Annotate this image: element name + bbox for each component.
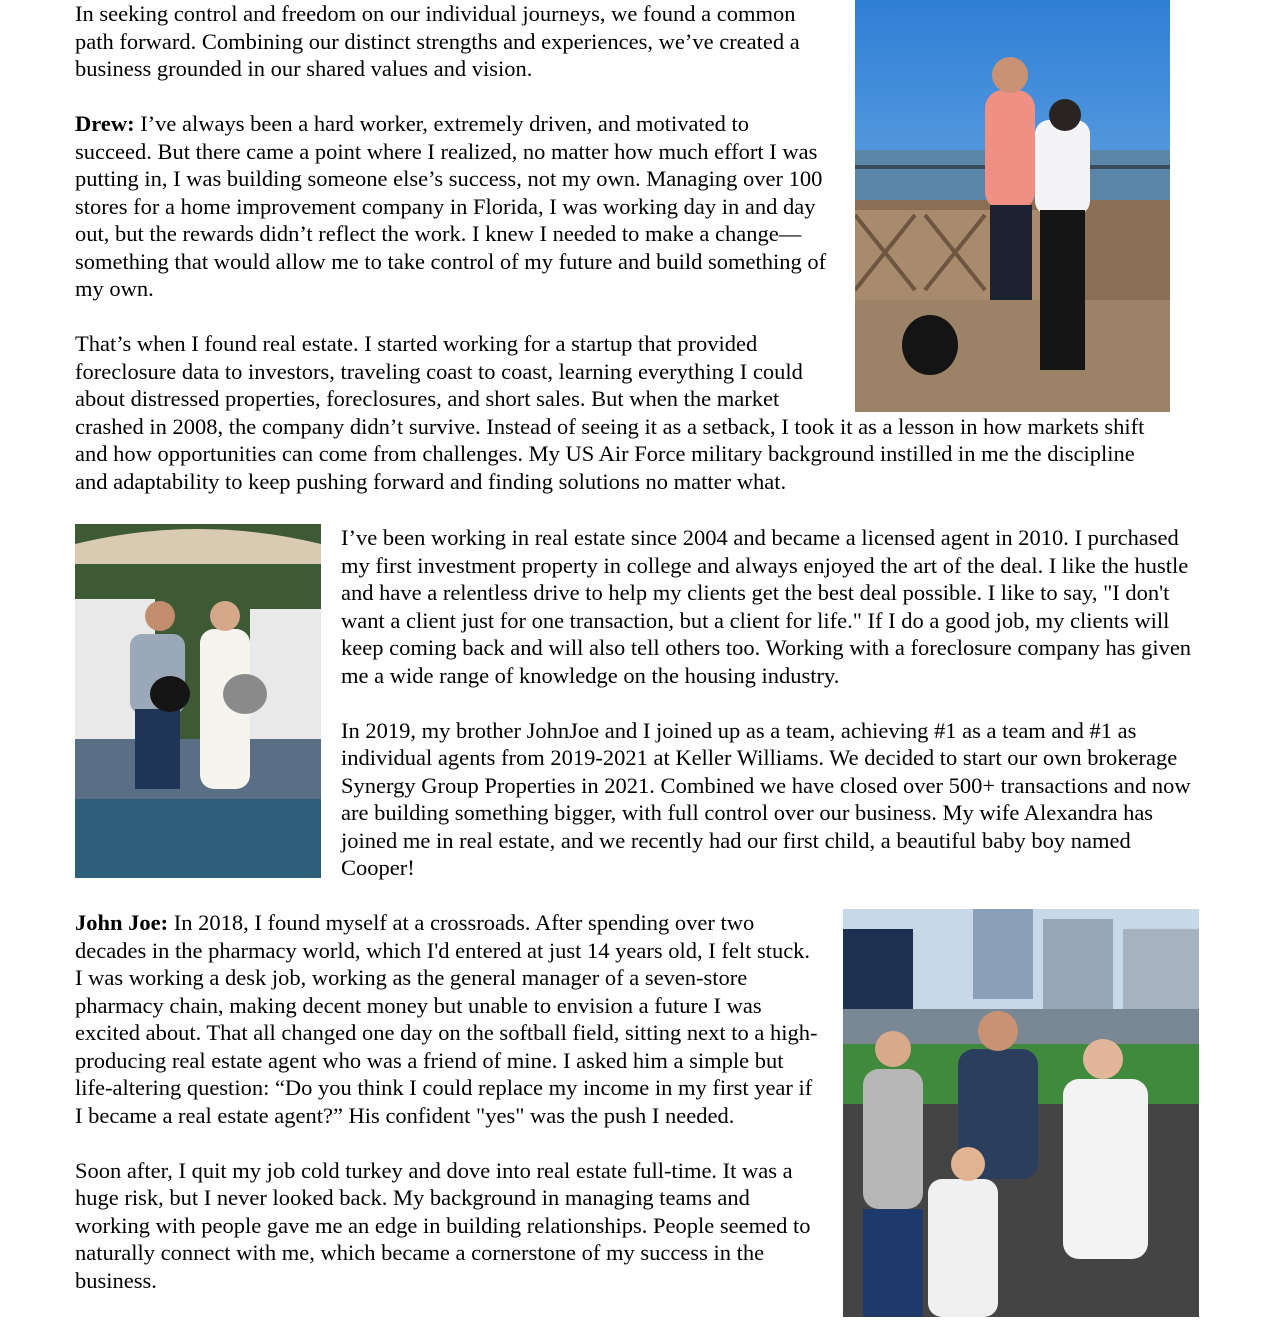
johnjoe-name: John Joe: bbox=[75, 910, 169, 935]
johnjoe-paragraph-1: John Joe: In 2018, I found myself at a crossroads. After spending over two decades in the pharmacy world, which I'd entered at just 14 years old, I felt stuck. I was working a desk job, working as the general manager of a seven-store pharmacy chain, making decent money but unable to envision a future I was excited about. That all changed one day on the softball field, sitting next to a high-producing real estate agent who was a friend of mine. I asked him a simple but life-altering question: “Do you think I could replace my income in my first year if I became a real estate agent?” His confident "yes" was the push I needed. bbox=[75, 910, 818, 1128]
drew-family-photo bbox=[855, 0, 1170, 412]
intro-paragraph: In seeking control and freedom on our individual journeys, we found a common path forward. Combining our distinct strengths and experiences, we’ve created a business grounded in our shared values and vision. bbox=[75, 1, 800, 81]
drew-name: Drew: bbox=[75, 111, 135, 136]
top-section bbox=[75, 0, 1170, 495]
drew-paragraph-1: Drew: I’ve always been a hard worker, extremely driven, and motivated to succeed. But there came a point where I realized, no matter how much effort I was putting in, I was building someone else’s success, not my own. Managing over 100 stores for a home improvement company in Florida, I was working day in and day out, but the rewards didn’t reflect the work. I knew I needed to make a change—something that would allow me to take control of my future and build something of my own. bbox=[75, 111, 827, 301]
johnjoe-paragraph-2: Soon after, I quit my job cold turkey and dove into real estate full-time. It was a huge risk, but I never looked back. My background in managing teams and working with people gave me an edge in building relationships. People seemed to naturally connect with me, which became a cornerstone of my success in the business. bbox=[75, 1157, 811, 1293]
drew-paragraph-2: That’s when I found real estate. I started working for a startup that provided foreclosure data to investors, traveling coast to coast, learning everything I could about distressed properties, foreclosures, and short sales. But when the market crashed in 2008, the company didn’t survive. Instead of seeing it as a setback, I took it as a lesson in how markets shift and how opportunities can come from challenges. My US Air Force military background instilled in me the discipline and adaptability to keep pushing forward and finding solutions no matter what. bbox=[75, 331, 1145, 494]
drew-paragraph-4: In 2019, my brother JohnJoe and I joined up as a team, achieving #1 as a team and #1 as individual agents from 2019-2021 at Keller Williams. We decided to start our own brokerage Synergy Group Properties in 2021. Combined we have closed over 500+ transactions and now are building something bigger, with full control over our business. My wife Alexandra has joined me in real estate, and we recently had our first child, a beautiful baby boy named Cooper! bbox=[341, 717, 1191, 880]
johnjoe-section bbox=[75, 909, 1199, 1317]
drew-paragraph-3: I’ve been working in real estate since 2004 and became a licensed agent in 2010. I purchased my first investment property in college and always enjoyed the art of the deal. I like the hustle and have a relentless drive to help my clients get the best deal possible. I like to say, "I don't want a client just for one transaction, but a client for life." If I do a good job, my clients will keep coming back and will also tell others too. Working with a foreclosure company has given me a wide range of knowledge on the housing industry. bbox=[341, 525, 1192, 688]
johnjoe-family-photo bbox=[843, 909, 1199, 1317]
drew-paragraphs-2 bbox=[341, 524, 1199, 882]
drew-couple-photo bbox=[75, 524, 321, 878]
